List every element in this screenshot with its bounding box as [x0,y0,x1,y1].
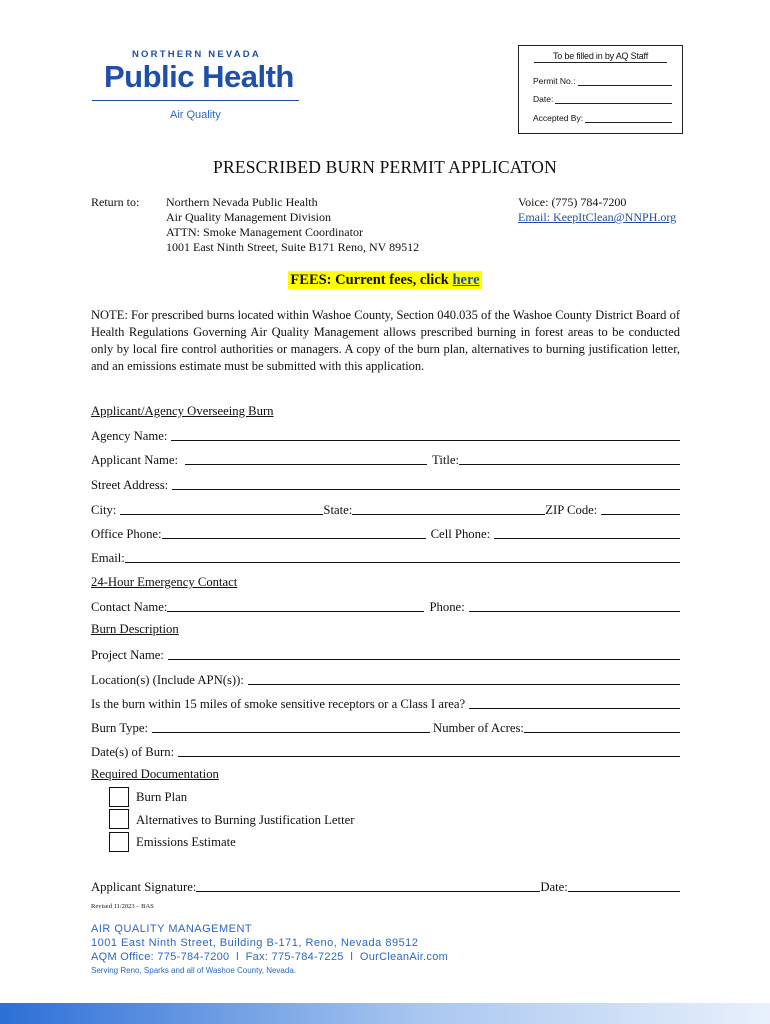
footer-contacts: AQM Office: 775-784-7200 l Fax: 775-784-7225 l OurCleanAir.com [91,951,449,963]
page-title: PRESCRIBED BURN PERMIT APPLICATON [213,157,557,177]
zip-input[interactable] [601,513,680,515]
signature-row [91,878,680,895]
applicant-name-input[interactable] [185,463,427,465]
dates-label: Date(s) of Burn: [91,745,175,759]
burn-type-label: Burn Type: [91,721,149,735]
state-label: State: [323,503,353,517]
phone-label: Phone: [429,600,465,614]
accepted-by-field[interactable] [533,113,672,123]
section-emergency: 24-Hour Emergency Contact [91,575,238,589]
acres-label: Number of Acres: [433,721,524,735]
section-applicant: Applicant/Agency Overseeing Burn [91,404,274,418]
burn-plan-checkbox[interactable] [109,787,129,807]
staff-box [518,45,683,134]
city-state-zip-row [91,501,680,518]
staff-date-label: Date: [533,94,554,104]
fees-text: FEES: Current fees, click [290,272,453,288]
logo-top-text: NORTHERN NEVADA [132,49,261,60]
permit-no-field[interactable] [533,76,672,86]
logo-main-text: Public Health [104,59,294,94]
section-burn: Burn Description [91,622,179,636]
footer-serving: Serving Reno, Sparks and all of Washoe County, Nevada. [91,966,296,975]
burn-plan-label: Burn Plan [136,790,188,804]
address-line: Northern Nevada Public Health [166,195,318,209]
city-input[interactable] [120,513,323,515]
within-15-miles-field[interactable] [91,695,680,712]
street-address-label: Street Address: [91,478,169,492]
footer-address: 1001 East Ninth Street, Building B-171, Reno, Nevada 89512 [91,937,419,949]
locations-field[interactable] [91,671,680,688]
burn-type-row [91,719,680,736]
project-name-label: Project Name: [91,648,164,662]
section-docs: Required Documentation [91,767,219,781]
revised-note: Revised 11/2023 – BAS [91,903,154,910]
contact-name-input[interactable] [167,610,424,612]
voice-text: Voice: (775) 784-7200 [518,195,627,209]
sig-date-label: Date: [540,880,568,894]
signature-label: Applicant Signature: [91,880,197,894]
logo-sub-text: Air Quality [170,109,221,121]
alternatives-label: Alternatives to Burning Justification Letter [136,813,355,827]
sig-date-input[interactable] [568,890,680,892]
applicant-name-label: Applicant Name: [91,453,179,467]
staff-box-title: To be filled in by AQ Staff [519,51,682,61]
email-link[interactable]: Email: KeepItClean@NNPH.org [518,210,677,224]
permit-no-label: Permit No.: [533,76,576,86]
address-line: ATTN: Smoke Management Coordinator [166,225,363,239]
address-line: 1001 East Ninth Street, Suite B171 Reno, NV 89512 [166,240,420,254]
staff-date-field[interactable] [533,94,672,104]
agency-name-label: Agency Name: [91,429,168,443]
cell-phone-input[interactable] [494,537,680,539]
title-input[interactable] [459,463,680,465]
email-field[interactable] [91,549,680,566]
contact-name-label: Contact Name: [91,600,168,614]
email-label: Email: [91,551,125,565]
signature-input[interactable] [196,890,540,892]
fees-banner [0,271,770,289]
street-address-field[interactable] [91,476,680,493]
emissions-label: Emissions Estimate [136,835,236,849]
phone-input[interactable] [469,610,680,612]
logo-divider [92,100,299,101]
cell-phone-label: Cell Phone: [430,527,491,541]
fees-link[interactable]: here [452,272,480,288]
title-label: Title: [432,453,460,467]
return-to-label: Return to: [91,195,140,209]
return-address [166,195,419,255]
state-input[interactable] [352,513,545,515]
acres-input[interactable] [524,731,680,733]
alternatives-checkbox[interactable] [109,809,129,829]
emissions-checkbox[interactable] [109,832,129,852]
burn-type-input[interactable] [152,731,430,733]
address-line: Air Quality Management Division [166,210,331,224]
project-name-field[interactable] [91,646,680,663]
footer-gradient-bar [0,1003,770,1024]
accepted-by-label: Accepted By: [533,113,584,123]
city-label: City: [91,503,117,517]
locations-label: Location(s) (Include APN(s)): [91,673,244,687]
contact-row [91,598,680,615]
office-phone-label: Office Phone: [91,527,162,541]
office-phone-input[interactable] [162,537,426,539]
applicant-name-row [91,451,680,468]
note-paragraph: NOTE: For prescribed burns located within Washoe County, Section 040.035 of the Washoe County District Board of Health Regulations Governing Air Quality Management allows prescribed burning in forest areas to be conducted only by local fire control authorities or managers. A copy of the burn plan, alternatives to burning justification letter, and an emissions estimate must be submitted with this application. [91,308,680,373]
dates-field[interactable] [91,743,680,760]
footer-org: AIR QUALITY MANAGEMENT [91,923,253,935]
phone-row [91,525,680,542]
agency-name-field[interactable] [91,427,680,444]
within-15-miles-label: Is the burn within 15 miles of smoke sensitive receptors or a Class I area? [91,697,466,711]
zip-label: ZIP Code: [545,503,598,517]
